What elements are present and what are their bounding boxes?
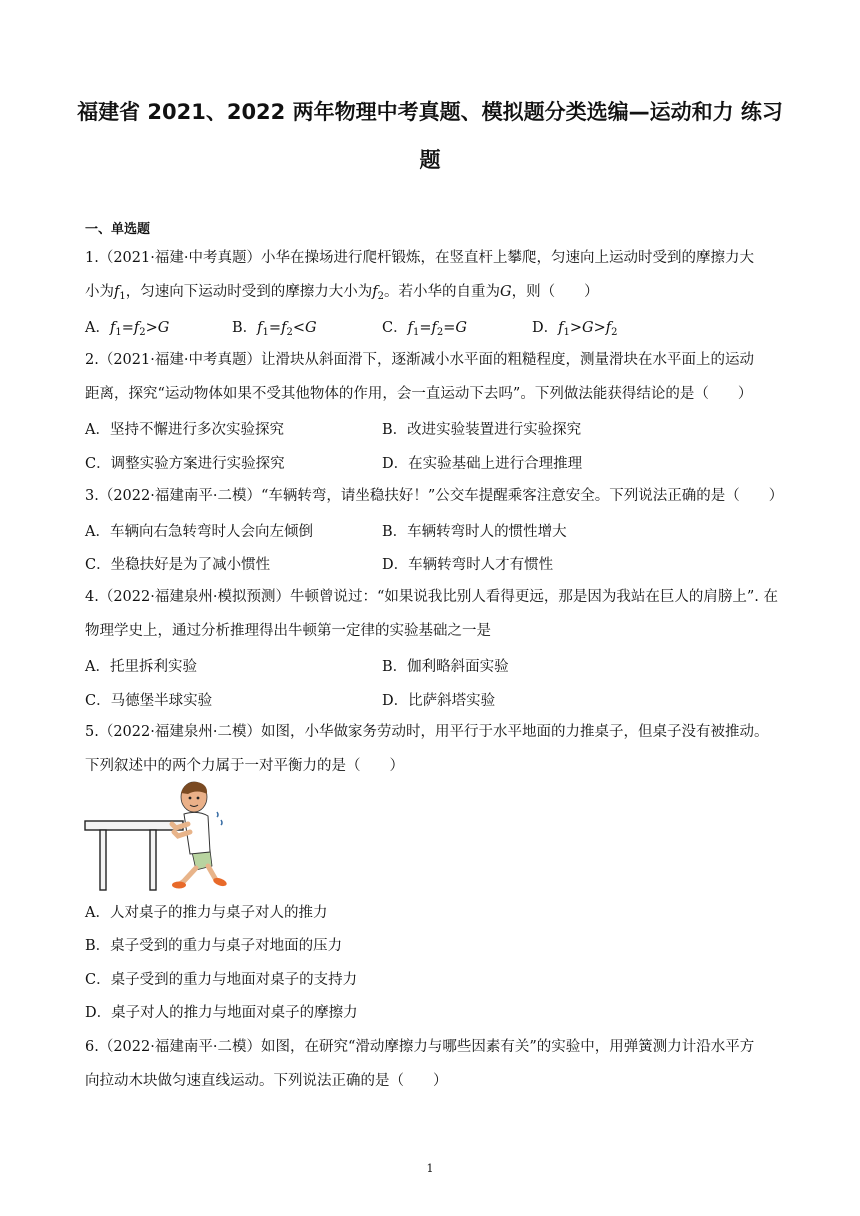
q5-option-a: A．人对桌子的推力与桌子对人的推力 — [85, 905, 328, 921]
boy-pushing-table-figure — [84, 780, 244, 892]
q3-line-1: 3.（2022·福建南平·二模）“车辆转弯，请坐稳扶好！”公交车提醒乘客注意安全。下列说法正确的是（ ） — [85, 488, 784, 504]
q4-line-1: 4.（2022·福建泉州·模拟预测）牛顿曾说过：“如果说我比别人看得更远，那是因为我站在巨人的肩膀上”. 在 — [85, 589, 778, 605]
q1-option-a: A．$f_1=f_2>G$ — [85, 320, 170, 338]
q2-option-a: A．坚持不懈进行多次实验探究 — [85, 422, 284, 438]
q2-options-row-1 — [85, 418, 785, 438]
q3-option-c: C．坐稳扶好是为了减小惯性 — [85, 557, 271, 573]
q2-options-row-2 — [85, 452, 785, 472]
q3-option-d: D．车辆转弯时人才有惯性 — [382, 557, 554, 573]
title-line-2: 题 — [419, 148, 441, 172]
q6-line-2: 向拉动木块做匀速直线运动。下列说法正确的是（ ） — [85, 1073, 448, 1089]
q1-option-d: D．$f_1>G>f_2$ — [532, 320, 618, 338]
title-line-1: 福建省 2021、2022 两年物理中考真题、模拟题分类选编—运动和力 练习 — [77, 100, 783, 124]
q3-options-row-2 — [85, 553, 785, 573]
q4-option-c: C．马德堡半球实验 — [85, 693, 213, 709]
q1-option-b: B．$f_1=f_2<G$ — [232, 320, 317, 338]
q2-line-1: 2.（2021·福建·中考真题）让滑块从斜面滑下，逐渐减小水平面的粗糙程度，测量滑块在水平面上的运动 — [85, 352, 754, 368]
q1-option-c: C．$f_1=f_2=G$ — [382, 320, 468, 338]
q4-line-2: 物理学史上，通过分析推理得出牛顿第一定律的实验基础之一是 — [85, 623, 491, 639]
q4-option-d: D．比萨斜塔实验 — [382, 693, 496, 709]
q5-option-d: D．桌子对人的推力与地面对桌子的摩擦力 — [85, 1005, 358, 1021]
q5-line-1: 5.（2022·福建泉州·二模）如图，小华做家务劳动时，用平行于水平地面的力推桌子，但桌子没有被推动。 — [85, 724, 769, 740]
q6-line-1: 6.（2022·福建南平·二模）如图，在研究“滑动摩擦力与哪些因素有关”的实验中，用弹簧测力计沿水平方 — [85, 1039, 755, 1055]
q2-option-d: D．在实验基础上进行合理推理 — [382, 456, 583, 472]
boy-illustration — [172, 782, 228, 889]
q1-options — [85, 316, 785, 336]
document-title — [60, 88, 800, 184]
q1-line-2: 小为$f_1$，匀速向下运动时受到的摩擦力大小为$f_2$。若小华的自重为G，则（ ） — [85, 284, 599, 302]
q3-option-b: B．车辆转弯时人的惯性增大 — [382, 524, 567, 540]
q4-options-row-2 — [85, 689, 785, 709]
q4-options-row-1 — [85, 655, 785, 675]
table-top — [85, 821, 183, 830]
q5-option-b: B．桌子受到的重力与桌子对地面的压力 — [85, 938, 343, 954]
page-number: 1 — [426, 1162, 434, 1175]
section-heading: 一、单选题 — [85, 222, 151, 237]
q2-line-2: 距离，探究“运动物体如果不受其他物体的作用，会一直运动下去吗”。下列做法能获得结论的是（ ） — [85, 386, 753, 402]
q2-option-c: C．调整实验方案进行实验探究 — [85, 456, 285, 472]
q1-line-1: 1.（2021·福建·中考真题）小华在操场进行爬杆锻炼，在竖直杆上攀爬，匀速向上运动时受到的摩擦力大 — [85, 250, 754, 266]
q5-option-c: C．桌子受到的重力与地面对桌子的支持力 — [85, 972, 358, 988]
table-leg-left — [100, 830, 106, 890]
table-leg-right — [150, 830, 156, 890]
q2-option-b: B．改进实验装置进行实验探究 — [382, 422, 582, 438]
q5-line-2: 下列叙述中的两个力属于一对平衡力的是（ ） — [85, 758, 404, 774]
q3-option-a: A．车辆向右急转弯时人会向左倾倒 — [85, 524, 313, 540]
q4-option-b: B．伽利略斜面实验 — [382, 659, 509, 675]
q3-options-row-1 — [85, 520, 785, 540]
q4-option-a: A．托里拆利实验 — [85, 659, 197, 675]
